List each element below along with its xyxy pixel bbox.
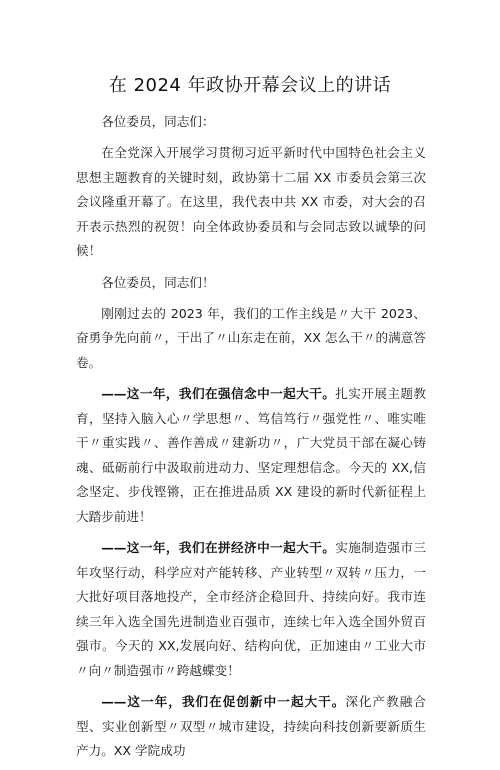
- section-economy-paragraph: [76, 536, 426, 684]
- document-body: [76, 110, 426, 770]
- section-innovation-text: 深化产教融合型、实业创新型〃双型〃城市建设，持续向科技创新要新质生产力。XX 学院成功: [76, 694, 427, 759]
- section-innovation-lead: ——这一年，我们在促创新中一起大干。: [101, 694, 346, 710]
- section-faith-lead: ——这一年，我们在强信念中一起大干。: [101, 385, 336, 401]
- salutation-greeting: 各位委员，同志们：: [101, 114, 215, 129]
- section-innovation-paragraph: [76, 690, 426, 764]
- section-faith-text: 扎实开展主题教育，坚持入脑入心〃学思想〃、笃信笃行〃强党性〃、唯实唯干〃重实践〃、善作善成〃建新功〃，广大党员干部在凝心铸魂、砥砺前行中汲取前进动力、坚定理想信念。今天的 XX,信念坚定、步伐铿锵，正在推进品质 XX 建设的新时代新征程上大踏步前进！: [76, 385, 427, 524]
- section-faith-paragraph: [76, 382, 426, 530]
- work-summary-paragraph: 刚刚过去的 2023 年，我们的工作主线是〃大干 2023、奋勇争先向前〃，干出了〃山东走在前，XX 怎么干〃的满意答卷。: [76, 305, 426, 370]
- document-title: 在 2024 年政协开幕会议上的讲话: [108, 75, 392, 96]
- opening-paragraph: 在全党深入开展学习贯彻习近平新时代中国特色社会主义思想主题教育的关键时刻，政协第十二届 XX 市委员会第三次会议隆重开幕了。在这里，我代表中共 XX 市委，对大会的召开表示热烈的祝贺！向全体政协委员和与会同志致以诚挚的问候！: [76, 145, 426, 259]
- salutation-repeat: 各位委员，同志们！: [101, 274, 215, 290]
- section-economy-lead: ——这一年，我们在拼经济中一起大干。: [101, 540, 336, 555]
- section-economy-text: 实施制造强市三年攻坚行动，科学应对产能转移、产业转型〃双转〃压力，一大批好项目落地投产，全市经济企稳回升、持续向好。我市连续三年入选全国先进制造业百强市，连续七年入选全国外贸百强市。今天的 XX,发展向好、结构向优，正加速由〃工业大市〃向〃制造强市〃跨越蝶变！: [76, 540, 427, 678]
